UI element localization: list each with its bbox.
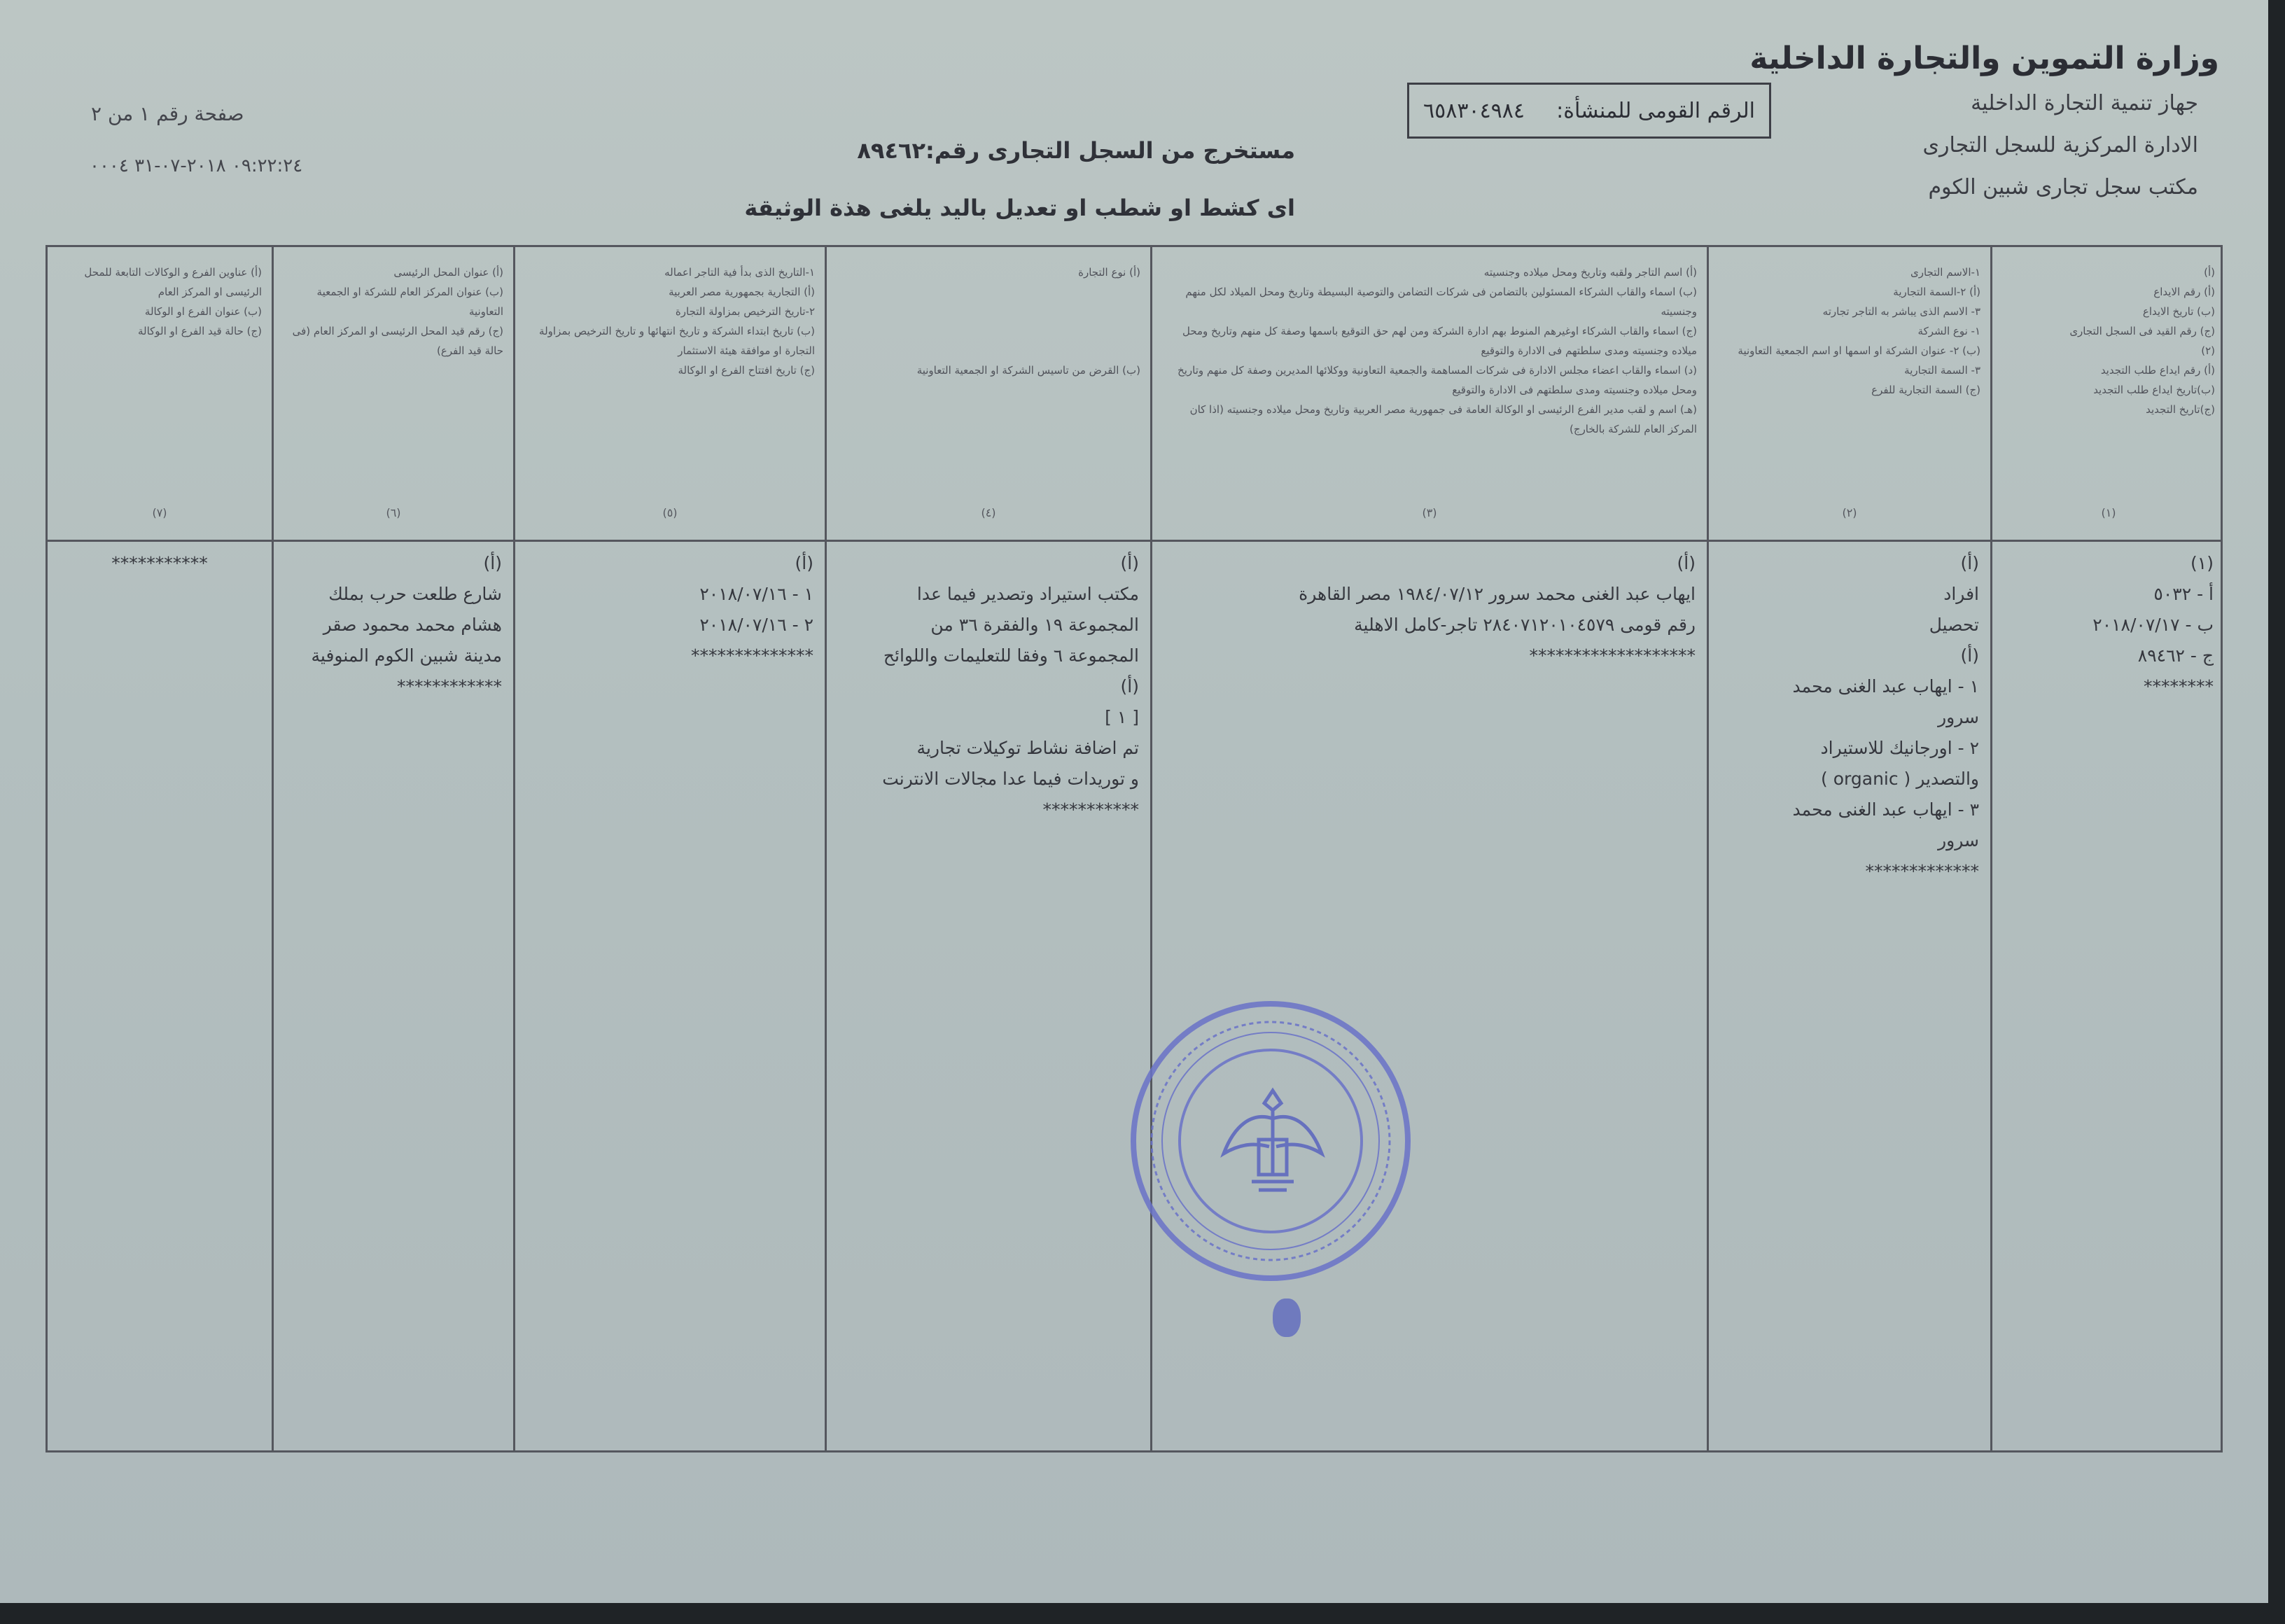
agency-name: جهاز تنمية التجارة الداخلية: [1971, 91, 2198, 115]
column-1-number: (١): [2101, 506, 2116, 519]
eagle-emblem-icon: [1203, 1070, 1343, 1210]
register-table: [46, 245, 2223, 1452]
office-name: مكتب سجل تجارى شبين الكوم: [1928, 175, 2198, 200]
column-7-number: (٧): [152, 506, 167, 519]
column-5-number: (٥): [662, 506, 678, 519]
ministry-name: وزارة التموين والتجارة الداخلية: [1749, 41, 2219, 76]
column-7-header: (أ) عناوين الفرع و الوكالات التابعة للمحل الرئيسى او المركز العام (ب) عنوان الفرع او الوكالة (ج) حالة قيد الفرع او الوكالة: [84, 266, 262, 337]
national-id-box: [1407, 83, 1771, 139]
national-id-value: ٦٥٨٣٠٤٩٨٤: [1423, 98, 1525, 123]
tamper-warning: اى كشط او شطب او تعديل باليد يلغى هذة الوثيقة: [744, 195, 1295, 221]
column-4-value: (أ) مكتب استيراد وتصدير فيما عدا المجموعة ١٩ والفقرة ٣٦ من المجموعة ٦ وفقا للتعليمات واللوائح (أ) [ ١ ] تم اضافة نشاط توكيلات تجارية و توريدات فيما عدا مجالات الانترنت ***********: [882, 553, 1139, 820]
column-4-number: (٤): [981, 506, 996, 519]
extract-title: مستخرج من السجل التجارى رقم:٨٩٤٦٢: [857, 137, 1295, 164]
print-timestamp: ٠٩:٢٢:٢٤ ٢٠١٨-٠٧-٣١ ٠٠٠٤: [90, 155, 303, 176]
column-7-value: ***********: [111, 553, 208, 573]
column-4-header: (أ) نوع التجارة (ب) القرض من تاسيس الشركة او الجمعية التعاونية: [916, 266, 1140, 377]
column-5-value: (أ) ١ - ٢٠١٨/٠٧/١٦ ٢ - ٢٠١٨/٠٧/١٦ **************: [691, 553, 813, 666]
column-2-header: ١-الاسم التجارى (أ) ٢-السمة التجارية ٣- الاسم الذى يباشر به التاجر تجارته ١- نوع الشركة (ب) ٢- عنوان الشركة او اسمها او اسم الجمعية التعاونية ٣- السمة التجارية (ج) السمة التجارية للفرع: [1738, 266, 1980, 396]
column-2-value: (أ) افراد تحصيل (أ) ١ - ايهاب عبد الغنى محمد سرور ٢ - اورجانيك للاستيراد والتصدير ( organic ) ٣ - ايهاب عبد الغنى محمد سرور *************: [1792, 553, 1979, 881]
header-divider: [48, 540, 2221, 542]
ink-smudge: [1273, 1298, 1301, 1337]
column-1-value: (١) أ - ٥٠٣٢ ب - ٢٠١٨/٠٧/١٧ ج - ٨٩٤٦٢ ********: [2092, 553, 2214, 696]
column-1-header: (أ) (أ) رقم الايداع (ب) تاريخ الايداع (ج) رقم القيد فى السجل التجارى (٢) (أ) رقم ايداع طلب التجديد (ب)تاريخ ايداع طلب التجديد (ج)تاريخ التجديد: [2069, 266, 2215, 416]
column-2-number: (٢): [1842, 506, 1857, 519]
column-3-header: (أ) اسم التاجر ولقبه وتاريخ ومحل ميلاده وجنسيته (ب) اسماء والقاب الشركاء المسئولين بالتضامن فى شركات التضامن والتوصية البسيطة وتاريخ ومحل الميلاد لكل منهم وجنسيته (ج) اسماء والقاب الشركاء اوغيرهم المنوط بهم ادارة الشركة ومن لهم حق التوقيع باسمها وصفة كل منهم وتاريخ ومحل ميلاده وجنسيته ومدى سلطتهم فى الادارة والتوقيع (د) اسماء والقاب اعضاء مجلس الادارة فى شركات المساهمة والجمعية التعاونية ووكلائها المديرين وصفة كل منهم وتاريخ ومحل ميلاده وجنسيته ومدى سلطتهم فى الادارة والتوقيع (هـ) اسم و لقب مدير الفرع الرئيسى او الوكالة العامة فى جمهورية مصر العربية وتاريخ ومحل ميلاده وجنسيته (اذا كان المركز العام للشركة بالخارج): [1178, 266, 1697, 435]
page-number: صفحة رقم ١ من ٢: [91, 102, 244, 125]
column-3-value: (أ) ايهاب عبد الغنى محمد سرور ١٩٨٤/٠٧/١٢ مصر القاهرة رقم قومى ٢٨٤٠٧١٢٠١٠٤٥٧٩ تاجر-كامل الاهلية *******************: [1299, 553, 1696, 666]
column-6-number: (٦): [386, 506, 401, 519]
column-6-value: (أ) شارع طلعت حرب بملك هشام محمد محمود صقر مدينة شبين الكوم المنوفية ************: [311, 553, 502, 696]
column-6-header: (أ) عنوان المحل الرئيسى (ب) عنوان المركز العام للشركة او الجمعية التعاونية (ج) رقم قيد المحل الرئيسى او المركز العام (فى حالة قيد الفرع): [292, 266, 503, 357]
department-name: الادارة المركزية للسجل التجارى: [1922, 133, 2198, 158]
official-seal: [1131, 1001, 1411, 1281]
national-id-label: الرقم القومى للمنشأة:: [1556, 98, 1755, 123]
column-3-number: (٣): [1422, 506, 1437, 519]
column-5-header: ١-التاريخ الذى بدأ فية التاجر اعماله (أ) التجارية بجمهورية مصر العربية ٢-تاريخ الترخيص بمزاولة التجارة (ب) تاريخ ابتداء الشركة و تاريخ انتهائها و تاريخ الترخيص بمزاولة التجارة او موافقة هيئة الاستثمار (ج) تاريخ افتتاح الفرع او الوكالة: [539, 266, 815, 377]
